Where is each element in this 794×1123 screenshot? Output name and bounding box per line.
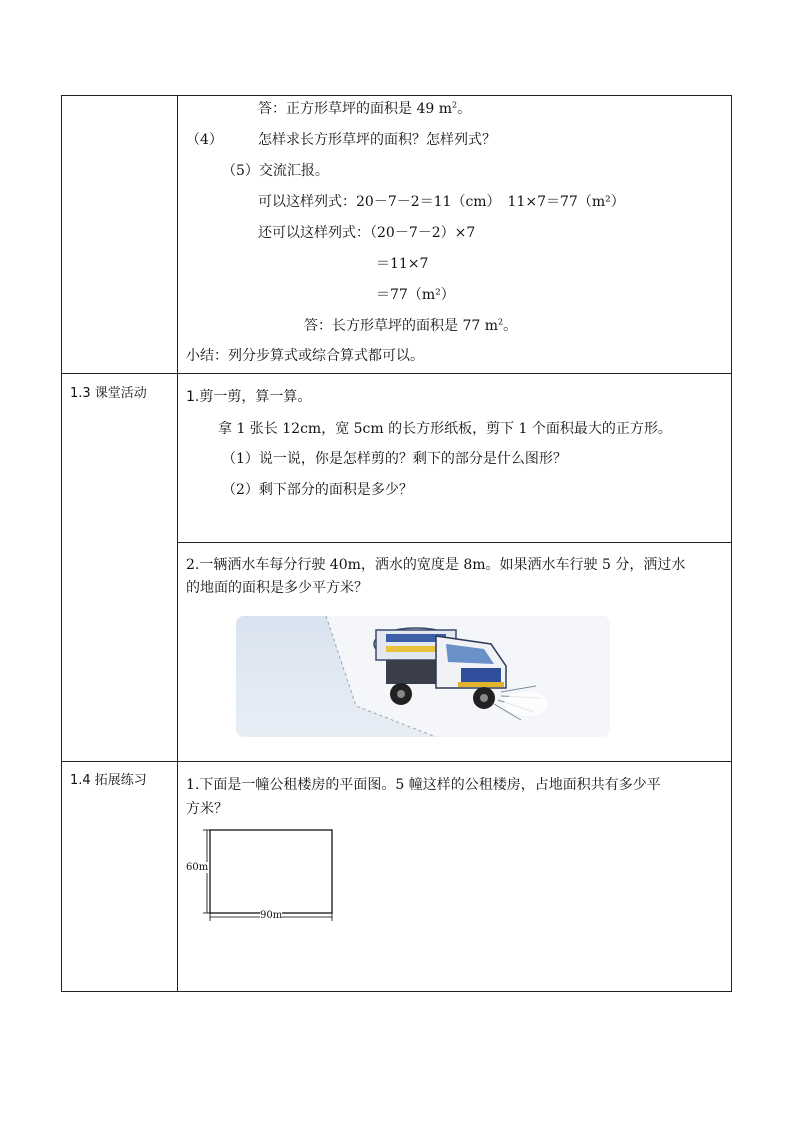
formula-line-2: ＝11×7 <box>376 256 429 272</box>
section-label-extension: 1.4 拓展练习 <box>70 773 147 788</box>
row-divider <box>62 373 731 374</box>
floor-plan <box>186 827 336 925</box>
task2-line2: 的地面的面积是多少平方米？ <box>186 580 368 596</box>
lesson-table <box>61 95 732 992</box>
task1-desc: 拿 1 张长 12cm，宽 5cm 的长方形纸板，剪下 1 个面积最大的正方形。 <box>218 421 672 437</box>
task3-line2: 方米？ <box>186 801 228 817</box>
answer-square: 答：正方形草坪的面积是 49 $m^2$。 <box>258 100 472 117</box>
cell-divider <box>177 542 731 543</box>
task1-q1: （1）说一说，你是怎样剪的？剩下的部分是什么图形？ <box>222 451 567 467</box>
answer-rect: 答：长方形草坪的面积是 77 $m^2$。 <box>304 317 518 334</box>
formula-step: 可以这样列式：20－7－2＝11（cm） 11×7＝77（m²） <box>258 194 625 210</box>
column-divider <box>177 96 178 991</box>
q5-text: （5）交流汇报。 <box>222 163 329 179</box>
formula-combined: 还可以这样列式：（20－7－2）×7 <box>258 225 476 241</box>
task2-line1: 2.一辆洒水车每分行驶 40m，洒水的宽度是 8m。如果洒水车行驶 5 分，洒过水 <box>186 557 686 573</box>
q4-number: （4） <box>186 132 223 148</box>
task3-line1: 1.下面是一幢公租楼房的平面图。5 幢这样的公租楼房，占地面积共有多少平 <box>186 777 661 793</box>
task1-q2: （2）剩下部分的面积是多少？ <box>222 482 413 498</box>
water-truck-illustration <box>236 616 610 737</box>
width-label: 90m <box>260 910 283 921</box>
task1-title: 1.剪一剪，算一算。 <box>186 389 312 405</box>
water-truck-icon <box>236 616 610 737</box>
q4-text: 怎样求长方形草坪的面积？怎样列式？ <box>258 132 496 148</box>
formula-line-3: ＝77（m²） <box>376 287 455 303</box>
section-label-activity: 1.3 课堂活动 <box>70 386 147 401</box>
row-divider <box>62 761 731 762</box>
summary: 小结：列分步算式或综合算式都可以。 <box>186 348 424 364</box>
height-label: 60m <box>186 862 209 873</box>
